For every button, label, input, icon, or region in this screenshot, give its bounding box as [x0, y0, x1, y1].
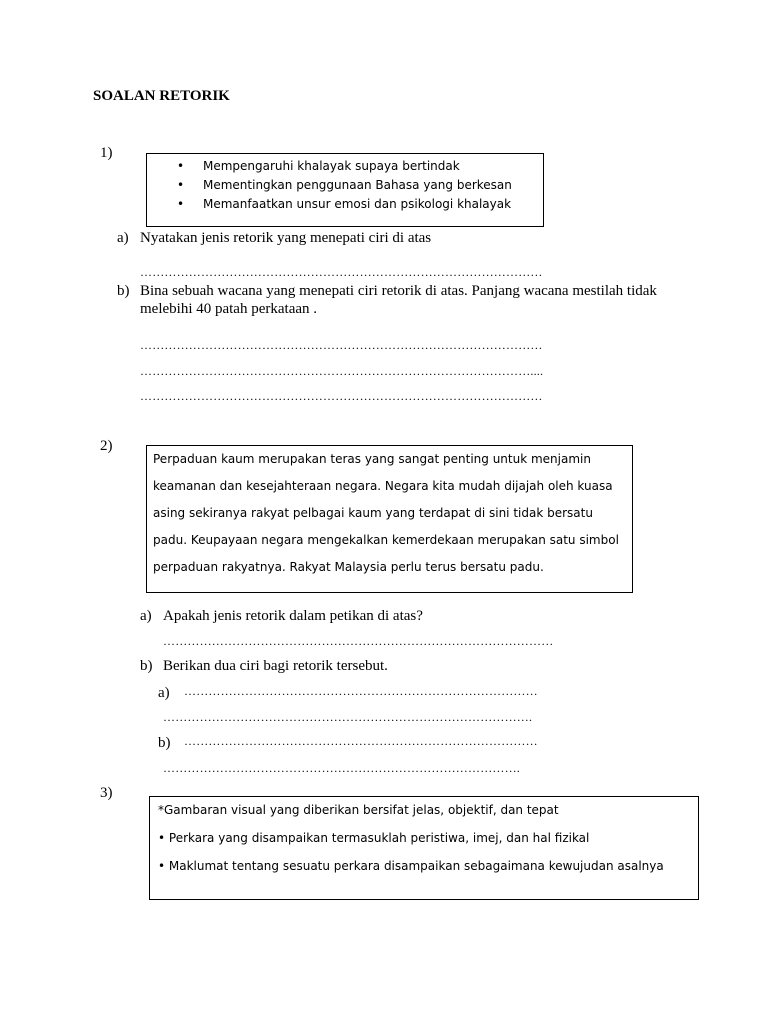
question-2-number: 2) [100, 438, 113, 454]
question-1-number: 1) [100, 145, 113, 161]
question-1b-text-line1: Bina sebuah wacana yang menepati ciri retorik di atas. Panjang wacana mestilah tidak [140, 283, 657, 299]
question-2b-sub-a-answer-line[interactable]: ………………………………………………………………………………. [163, 710, 533, 724]
question-3-box-line: • Maklumat tentang sesuatu perkara disampaikan sebagaimana kewujudan asalnya [158, 859, 664, 873]
question-1a-label: a) [117, 230, 129, 246]
question-1-box-item: • Mempengaruhi khalayak supaya bertindak [177, 159, 460, 173]
question-2b-text: Berikan dua ciri bagi retorik tersebut. [163, 658, 388, 674]
question-1a-answer-line[interactable]: ……………………………………………………………………………………… [140, 265, 543, 279]
question-1b-answer-line[interactable]: ……………………………………………………………………………………… [140, 389, 543, 403]
question-1b-answer-line[interactable]: ……………………………………………………………………………………… [140, 338, 543, 352]
question-2b-sub-a-answer-line[interactable]: …………………………………………………………………………… [184, 684, 538, 698]
passage-line: Perpaduan kaum merupakan teras yang sangat penting untuk menjamin [153, 452, 591, 466]
question-2b-label: b) [140, 658, 153, 674]
question-1a-text: Nyatakan jenis retorik yang menepati ciri di atas [140, 230, 432, 246]
question-2b-sub-b-answer-line[interactable]: ……………………………………………………………………………. [163, 761, 520, 775]
question-2b-sub-b-label: b) [158, 735, 171, 751]
question-2b-sub-a-label: a) [158, 685, 170, 701]
question-3-number: 3) [100, 785, 113, 801]
passage-line: asing sekiranya rakyat pelbagai kaum yang terdapat di sini tidak bersatu [153, 506, 593, 520]
question-2b-sub-b-answer-line[interactable]: …………………………………………………………………………… [184, 734, 538, 748]
question-1-box [146, 153, 544, 227]
question-3-box-line: • Perkara yang disampaikan termasuklah peristiwa, imej, dan hal fizikal [158, 831, 590, 845]
question-2a-text: Apakah jenis retorik dalam petikan di atas? [163, 608, 423, 624]
passage-line: perpaduan rakyatnya. Rakyat Malaysia perlu terus bersatu padu. [153, 560, 544, 574]
passage-line: padu. Keupayaan negara mengekalkan kemerdekaan merupakan satu simbol [153, 533, 619, 547]
question-2-passage-box [146, 445, 633, 593]
question-1-box-item: • Memanfaatkan unsur emosi dan psikologi khalayak [177, 197, 512, 211]
question-1-box-item: • Mementingkan penggunaan Bahasa yang berkesan [177, 178, 512, 192]
question-2a-label: a) [140, 608, 152, 624]
question-1b-text-line2: melebihi 40 patah perkataan . [140, 301, 318, 317]
question-1b-label: b) [117, 283, 130, 299]
question-3-box-line: *Gambaran visual yang diberikan bersifat jelas, objektif, dan tepat [158, 803, 559, 817]
page-title: SOALAN RETORIK [93, 88, 230, 104]
passage-line: keamanan dan kesejahteraan negara. Negara kita mudah dijajah oleh kuasa [153, 479, 613, 493]
question-3-box [149, 796, 699, 900]
question-1b-answer-line[interactable]: …………………………………………………………………………………….... [140, 364, 544, 378]
question-2a-answer-line[interactable]: …………………………………………………………………………………… [163, 634, 554, 648]
